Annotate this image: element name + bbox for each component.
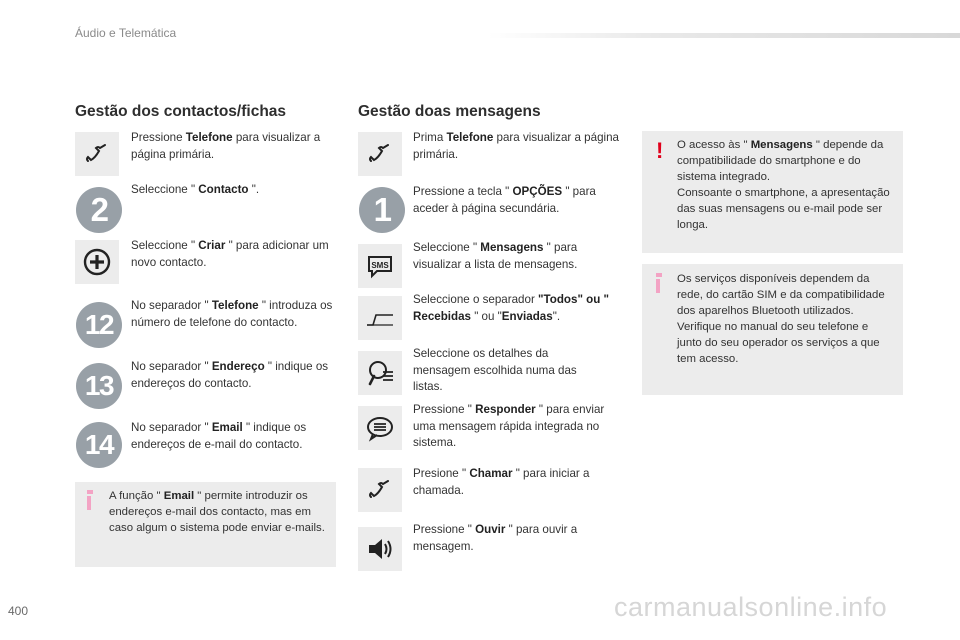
step-number-1-badge: 1 [358,186,406,234]
speaker-icon [358,527,402,571]
plus-circle-icon [75,240,119,284]
contacts-step-1: Pressione Telefone para visualizar a página primária. [131,131,321,161]
step-number-14-badge: 14 [75,421,123,469]
email-info-note [75,482,336,567]
section-title-contacts: Gestão dos contactos/fichas [75,103,287,120]
messages-step-5: Seleccione os detalhes da mensagem escolhida numa das listas. [413,347,577,393]
contacts-step-5: No separador " Endereço " indique os endereços do contacto. [131,360,329,390]
step-number-2-badge: 2 [75,186,123,234]
services-info-text: Os serviços disponíveis dependem da rede, do cartão SIM e da compatibilidade dos aparelhos Bluetooth utilizados. Verifique no manual do seu telefone e junto do seu operador os serviços a que tem acesso. [677,273,885,365]
phone-handset-icon [75,132,119,176]
messages-step-6: Pressione " Responder " para enviar uma mensagem rápida integrada no sistema. [413,403,605,449]
services-info-note [642,264,903,395]
tab-separator-icon [358,296,402,340]
svg-text:SMS: SMS [371,261,389,270]
sms-bubble-icon [358,244,402,288]
step-number-12-badge: 12 [75,301,123,349]
reply-bubble-icon [358,406,402,450]
messages-step-1: Prima Telefone para visualizar a página primária. [413,131,619,161]
contacts-step-6: No separador " Email " indique os endereços de e-mail do contacto. [131,421,307,451]
messages-warning-note [642,131,903,253]
message-details-icon [358,351,402,395]
step-number-13-badge: 13 [75,362,123,410]
messages-step-4: Seleccione o separador "Todos" ou " Recebidas " ou "Enviadas". [413,293,610,323]
info-icon [656,273,662,293]
messages-step-3: Seleccione " Mensagens " para visualizar a lista de mensagens. [413,241,578,271]
page-number: 400 [8,604,29,618]
messages-step-7: Presione " Chamar " para iniciar a chamada. [413,467,590,497]
info-icon [87,490,93,510]
phone-handset-icon [358,468,402,512]
email-info-text: A função " Email " permite introduzir os endereços e-mail dos contacto, mas em caso algum o sistema pode enviar e-mails. [109,490,325,534]
section-title-messages: Gestão doas mensagens [358,103,541,120]
watermark: carmanualsonline.info [614,592,888,622]
warning-text: O acesso às " Mensagens " depende da compatibilidade do smartphone e do sistema integrado. Consoante o smartphone, a apresentação das suas mensagens ou e-mail pode ser longa. [677,139,890,231]
warning-icon: ! [656,138,664,163]
contacts-step-4: No separador " Telefone " introduza os número de telefone do contacto. [131,299,333,329]
page-header-title: Áudio e Telemática [75,26,177,40]
header-divider [488,33,960,38]
contacts-step-3: Seleccione " Criar " para adicionar um novo contacto. [131,239,329,269]
messages-step-2: Pressione a tecla " OPÇÕES " para aceder à página secundária. [413,185,596,215]
phone-handset-icon [358,132,402,176]
contacts-step-2: Seleccione " Contacto ". [131,183,260,196]
messages-step-8: Pressione " Ouvir " para ouvir a mensagem. [413,523,578,553]
